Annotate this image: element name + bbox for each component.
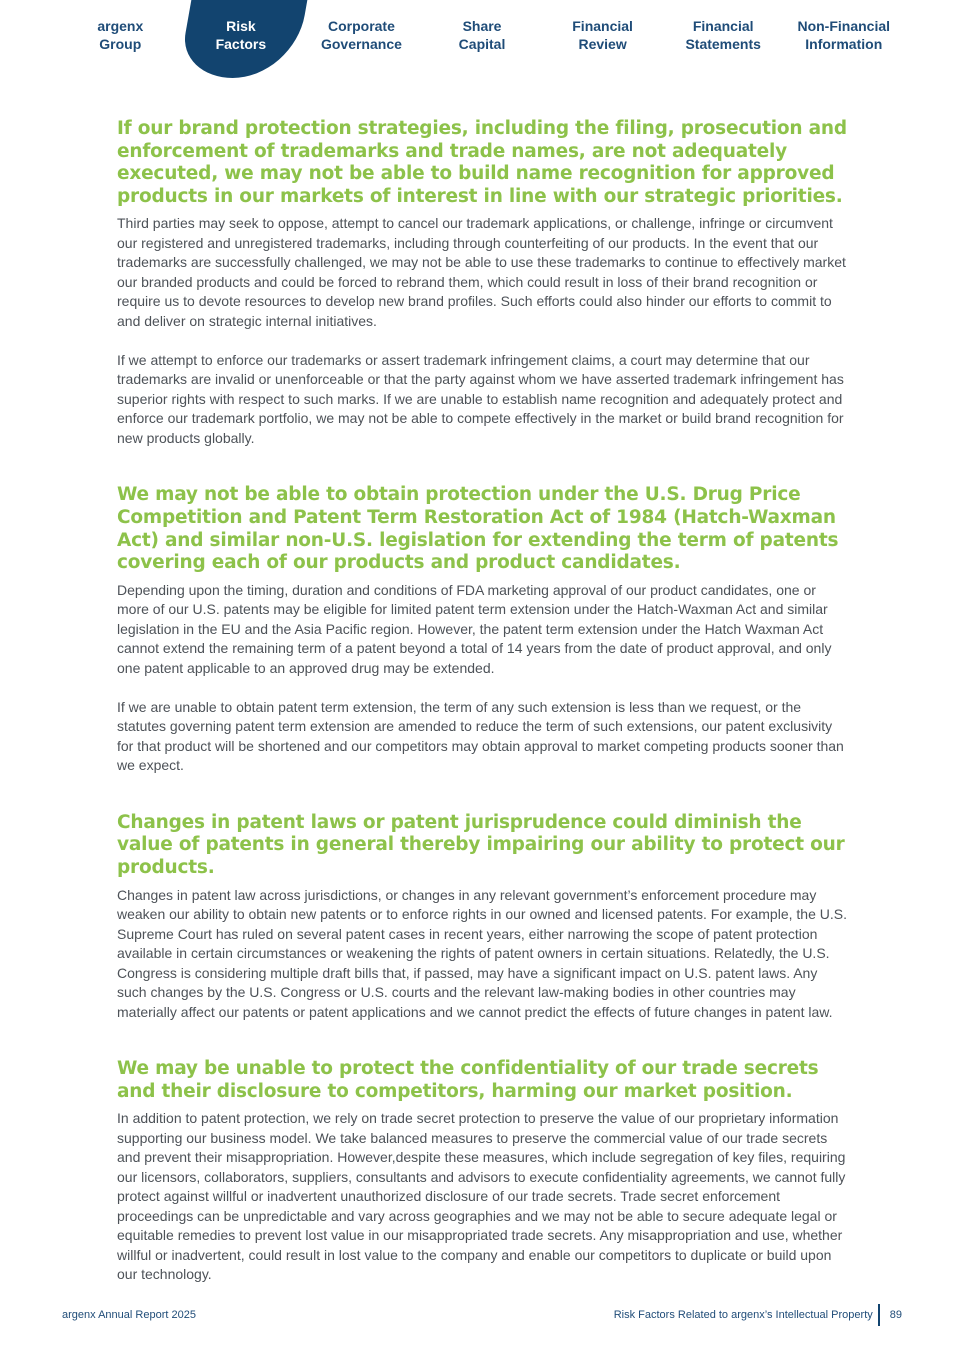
nav-tab-label xyxy=(60,17,181,53)
top-navigation xyxy=(60,0,904,78)
section-heading: If our brand protection strategies, including the filing, prosecution and enforcement of trademarks and trade names, are not adequately executed, we may not be able to build name recognition for approved products in our markets of interest in line with our strategic priorities. xyxy=(117,118,847,207)
nav-tab-label xyxy=(542,17,663,53)
main-content xyxy=(117,118,850,1321)
nav-tab-line1: Non-Financial xyxy=(797,18,891,34)
nav-tab-label xyxy=(181,17,302,53)
nav-tab-line1: Financial xyxy=(692,18,754,34)
nav-tab-share-capital[interactable] xyxy=(422,0,543,78)
nav-tab-label xyxy=(663,17,784,53)
footer-divider xyxy=(878,1304,880,1326)
footer-report-title: argenx Annual Report 2025 xyxy=(62,1309,196,1321)
nav-tab-line2: Factors xyxy=(215,36,267,52)
section-paragraph: In addition to patent protection, we rely on trade secret protection to preserve the value of our proprietary information supporting our business model. We take balanced measures to preserve the commercial value of our trade secrets and prevent their misappropriation. However,despite these measures, which include segregation of key files, requiring our licensors, collaborators, suppliers, consultants and advisors to execute confidentiality agreements, we cannot fully protect against willful or inadvertent unauthorized disclosure of our trade secrets. Trade secret enforcement proceedings can be unpredictable and vary across geographies and we may not be able to secure adequate legal or equitable remedies to prevent lost value in our misappropriated trade secrets. Any misappropriation and use, whether willful or inadvertent, could result in lost value to the company and enable our competitors to duplicate or build upon our technology. xyxy=(117,1110,846,1283)
nav-tab-risk-factors[interactable] xyxy=(181,0,302,78)
nav-tab-line2: Group xyxy=(99,36,142,52)
nav-tab-line2: Statements xyxy=(685,36,761,52)
nav-tab-line2: Review xyxy=(578,36,627,52)
section-paragraph: If we attempt to enforce our trademarks or assert trademark infringement claims, a court may determine that our trademarks are invalid or unenforceable or that the party against whom we have asserted trademark infringement has superior rights with respect to such marks. If we are unable to establish name recognition and adequately protect and enforce our trademark portfolio, we may not be able to compete effectively in the market or build brand recognition for new products globally. xyxy=(117,351,844,446)
nav-tab-label xyxy=(301,17,422,53)
section-heading: We may be unable to protect the confidentiality of our trade secrets and their disclosure to competitors, harming our market position. xyxy=(117,1058,819,1102)
section-patent-law-changes xyxy=(117,812,850,1022)
footer-section-info xyxy=(614,1304,902,1326)
section-paragraph: Changes in patent law across jurisdictions, or changes in any relevant government’s enforcement procedure may weaken our ability to obtain new patents or to enforce rights in our owned and licensed patents. For example, the U.S. Supreme Court has ruled on several patent cases in recent years, either narrowing the scope of patent protection available in certain circumstances or weakening the rights of patent owners in certain situations. Relatedly, the U.S. Congress is considering multiple draft bills that, if passed, may have a significant impact on U.S. patent laws. Any such changes by the U.S. Congress or U.S. courts and the relevant law-making bodies in other countries may materially affect our patents or patent applications and we cannot predict the effects of future changes in patent law. xyxy=(117,886,847,1020)
nav-tab-line2: Information xyxy=(805,36,883,52)
nav-tab-label xyxy=(422,17,543,53)
section-hatch-waxman xyxy=(117,484,850,775)
section-paragraph: Depending upon the timing, duration and conditions of FDA marketing approval of our product candidates, one or more of our U.S. patents may be eligible for limited patent term extension under the Hatch-Waxman Act and similar legislation in the EU and the Asia Pacific region. However, the patent term extension under the Hatch Waxman Act cannot extend the remaining term of a patent beyond a total of 14 years from the date of product approval, and only one patent applicable to an approved drug may be extended. xyxy=(117,581,832,676)
section-brand-protection xyxy=(117,118,850,448)
section-paragraph: If we are unable to obtain patent term extension, the term of any such extension is less than we request, or the statutes governing patent term extension are amended to reduce the term of such extensions, our patent exclusivity for that product will be shortened and our competitors may obtain approval to market competing products sooner than we expect. xyxy=(117,698,844,774)
nav-tab-financial-review[interactable] xyxy=(542,0,663,78)
section-heading: Changes in patent laws or patent jurisprudence could diminish the value of patents in general thereby impairing our ability to protect our products. xyxy=(117,811,845,878)
nav-tab-financial-statements[interactable] xyxy=(663,0,784,78)
nav-tab-line1: Share xyxy=(462,18,502,34)
nav-tab-line1: Corporate xyxy=(327,18,395,34)
section-trade-secrets xyxy=(117,1058,850,1285)
nav-tab-line1: argenx xyxy=(97,18,144,34)
nav-tab-label xyxy=(783,17,904,53)
nav-tab-argenx-group[interactable] xyxy=(60,0,181,78)
nav-tab-line1: Risk xyxy=(226,18,256,34)
nav-tab-corporate-governance[interactable] xyxy=(301,0,422,78)
footer-section-title[interactable]: Risk Factors Related to argenx’s Intellectual Property xyxy=(613,1309,873,1321)
nav-tab-non-financial-information[interactable] xyxy=(783,0,904,78)
nav-tab-line1: Financial xyxy=(572,18,633,34)
section-paragraph: Third parties may seek to oppose, attempt to cancel our trademark applications, or challenge, infringe or circumvent our registered and unregistered trademarks, including through counterfeiting of our products. In the event that our trademarks are successfully challenged, we may not be able to use these trademarks to continue to effectively market our branded products and could be forced to rebrand them, which could result in loss of their brand recognition or require us to devote resources to develop new brand profiles. Such efforts could also hinder our efforts to commit to and deliver on strategic internal initiatives. xyxy=(117,215,846,329)
nav-tab-line2: Governance xyxy=(320,36,402,52)
section-heading: We may not be able to obtain protection under the U.S. Drug Price Competition and Patent Term Restoration Act of 1984 (Hatch-Waxman Act) and similar non-U.S. legislation for extending the term of patents covering each of our products and product candidates. xyxy=(117,484,839,574)
page-number: 89 xyxy=(889,1309,902,1321)
nav-tab-line2: Capital xyxy=(458,36,506,52)
